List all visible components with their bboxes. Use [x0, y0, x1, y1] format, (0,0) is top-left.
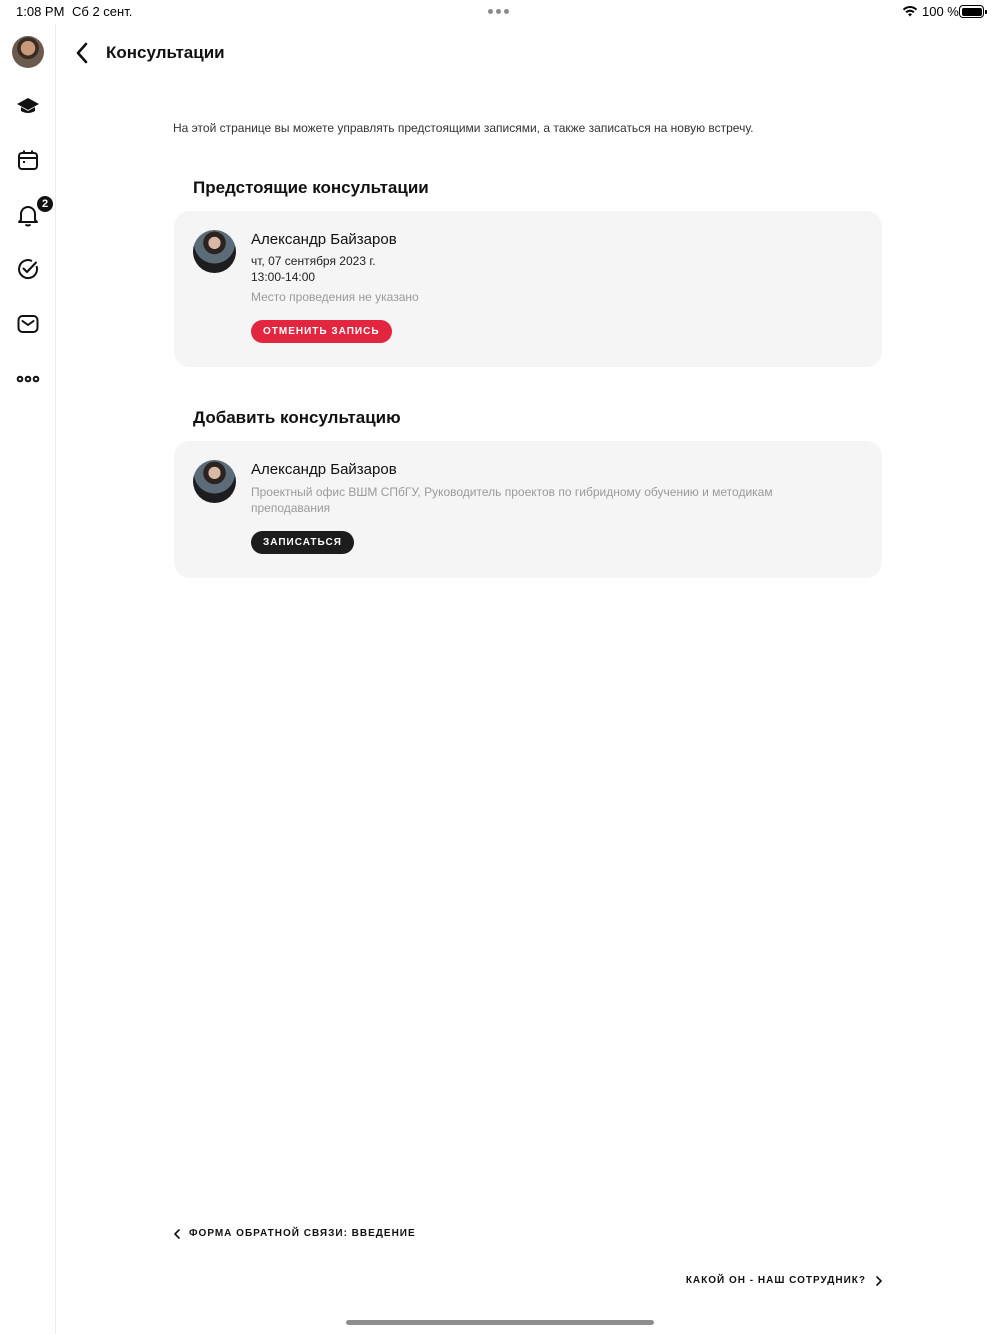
upcoming-section-title: Предстоящие консультации	[193, 178, 429, 197]
sidebar-item-calendar[interactable]	[15, 147, 41, 173]
next-page-label: КАКОЙ ОН - НАШ СОТРУДНИК?	[685, 1275, 866, 1286]
add-consultation-card	[174, 441, 882, 578]
upcoming-consultation-card	[174, 211, 882, 367]
back-button[interactable]	[70, 40, 94, 66]
battery-icon	[959, 5, 984, 18]
status-bar	[0, 0, 1000, 24]
sidebar-item-more[interactable]	[15, 366, 41, 392]
signup-button[interactable]: ЗАПИСАТЬСЯ	[251, 531, 354, 554]
notifications-badge: 2	[36, 195, 54, 213]
status-date: Сб 2 сент.	[72, 4, 133, 19]
page-intro: На этой странице вы можете управлять предстоящими записями, а также записаться на новую встречу.	[173, 121, 754, 135]
consultant-avatar	[193, 230, 236, 273]
graduation-cap-icon	[16, 96, 40, 116]
prev-page-link[interactable]	[174, 1228, 416, 1239]
consultant-avatar	[193, 460, 236, 503]
consultation-location: Место проведения не указано	[251, 290, 419, 304]
check-circle-icon	[16, 257, 40, 281]
home-indicator[interactable]	[346, 1320, 654, 1325]
wifi-icon	[902, 5, 918, 17]
chevron-right-icon	[876, 1276, 882, 1286]
sidebar-item-tasks[interactable]	[15, 256, 41, 282]
sidebar-item-messages[interactable]	[15, 311, 41, 337]
multitasking-dots-icon[interactable]	[488, 9, 509, 14]
consultant-description: Проектный офис ВШМ СПбГУ, Руководитель проектов по гибридному обучению и методикам преподавания	[251, 485, 773, 515]
page-title: Консультации	[106, 43, 225, 62]
chevron-left-icon	[174, 1229, 180, 1239]
consultant-name: Александр Байзаров	[251, 231, 397, 248]
chevron-left-icon	[75, 42, 89, 64]
battery-percent: 100 %	[922, 4, 959, 19]
next-page-link[interactable]	[686, 1275, 882, 1286]
more-icon	[16, 375, 40, 383]
sidebar-item-courses[interactable]	[15, 93, 41, 119]
cancel-booking-button[interactable]: ОТМЕНИТЬ ЗАПИСЬ	[251, 320, 392, 343]
consultation-time: 13:00-14:00	[251, 270, 316, 284]
prev-page-label: ФОРМА ОБРАТНОЙ СВЯЗИ: ВВЕДЕНИЕ	[189, 1228, 416, 1239]
user-avatar[interactable]	[12, 36, 44, 68]
add-section-title: Добавить консультацию	[193, 408, 401, 427]
calendar-icon	[17, 149, 39, 171]
sidebar	[0, 24, 56, 1334]
mail-icon	[17, 314, 39, 334]
consultation-date: чт, 07 сентября 2023 г.	[251, 254, 376, 268]
status-time: 1:08 PM	[16, 4, 65, 19]
consultant-name: Александр Байзаров	[251, 461, 397, 478]
